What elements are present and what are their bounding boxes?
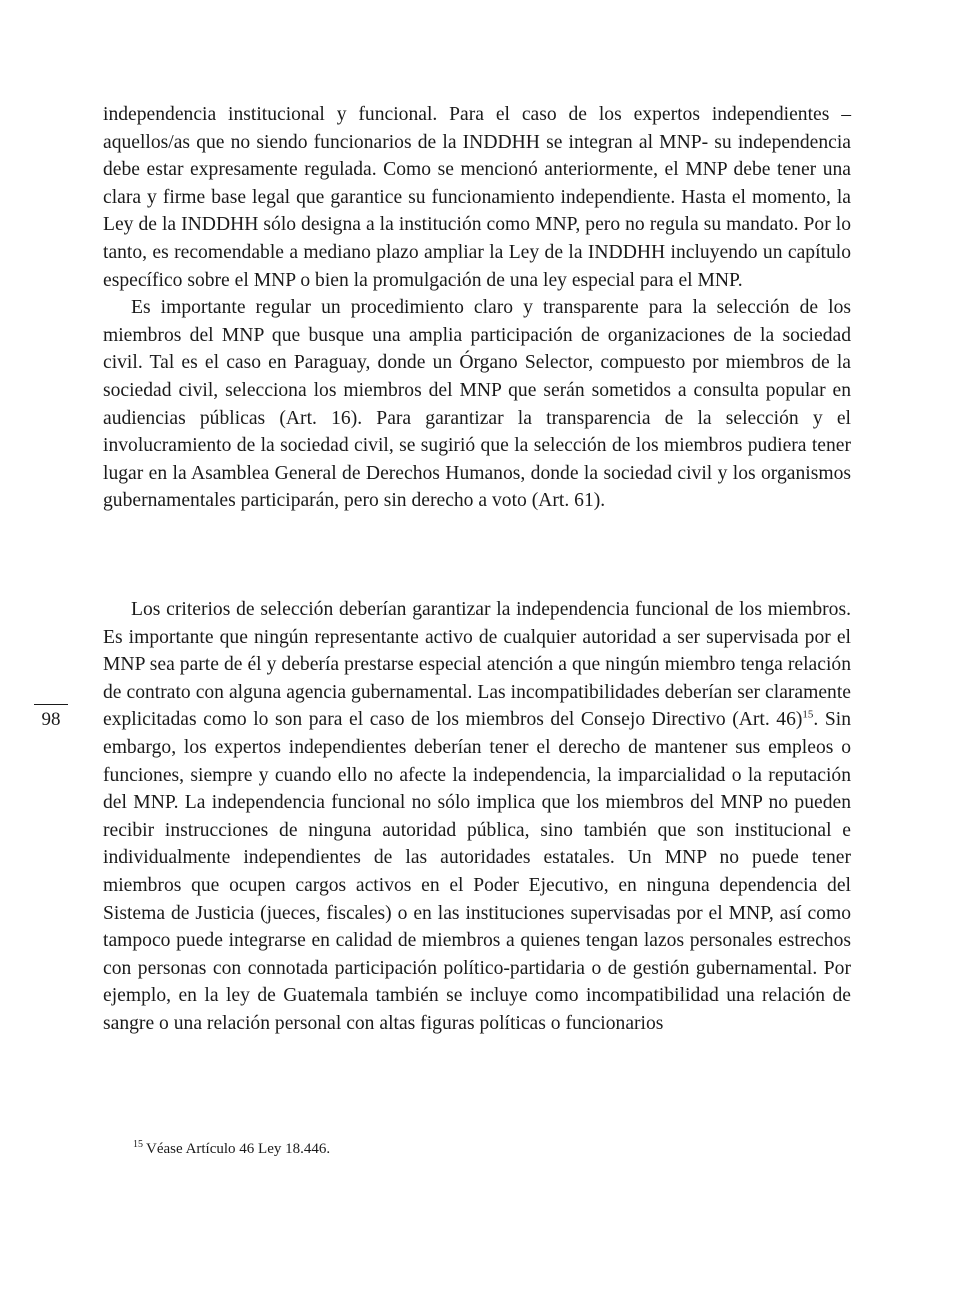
text-block-bottom (103, 596, 851, 1038)
paragraph-criterios (103, 596, 851, 1038)
paragraph-seleccion: Es importante regular un procedimiento claro y transparente para la selección de los miembros del MNP que busque una amplia participación de organizaciones de la sociedad civil. Tal es el caso en Paraguay, donde un Órgano Selector, compuesto por miembros de la sociedad civil, selecciona los miembros del MNP que serán sometidos a consulta popular en audiencias públicas (Art. 16). Para garantizar la transparencia de la selección y el involucramiento de la sociedad civil, se sugirió que la selección de los miembros pudiera tener lugar en la Asamblea General de Derechos Humanos, donde la sociedad civil y los organismos gubernamentales participarán, pero sin derecho a voto (Art. 61). (103, 297, 851, 512)
page-number: 98 (34, 704, 68, 731)
footnote-reference: 15 (802, 708, 814, 721)
text-block-top (103, 101, 851, 515)
footnote-text: Véase Artículo 46 Ley 18.446. (146, 1141, 331, 1157)
paragraph-criterios-part-1: Los criterios de selección deberían garantizar la independencia funcional de los miembros. Es importante que ningún representante activo de cualquier autoridad a ser supervisada por el MNP sea parte de él y debería prestarse especial atención a que ningún miembro tenga relación de contrato con alguna agencia gubernamental. Las incompatibilidades deberían ser claramente explicitadas como lo son para el caso de los miembros del Consejo Directivo (Art. 46) (103, 599, 851, 731)
footnote-mark: 15 (133, 1139, 143, 1150)
paragraph-independencia: independencia institucional y funcional. Para el caso de los expertos independientes – aquellos/as que no siendo funcionarios de la INDDHH se integran al MNP- su independencia debe estar expresamente regulada. Como se mencionó anteriormente, el MNP debe tener una clara y firme base legal que garantice su funcionamiento independiente. Hasta el momento, la Ley de la INDDHH sólo designa a la institución como MNP, pero no regula su mandato. Por lo tanto, es recomendable a mediano plazo ampliar la Ley de la INDDHH incluyendo un capítulo específico sobre el MNP o bien la promulgación de una ley especial para el MNP. (103, 104, 851, 291)
paragraph-criterios-part-2: . Sin embargo, los expertos independientes deberían tener el derecho de mantener sus empleos o funciones, siempre y cuando ello no afecte la independencia, la imparcialidad o la reputación del MNP. La independencia funcional no sólo implica que los miembros del MNP no pueden recibir instrucciones de ninguna autoridad pública, sino también que son institucional e individualmente independientes de las autoridades estatales. Un MNP no puede tener miembros que ocupen cargos activos en el Poder Ejecutivo, en ninguna dependencia del Sistema de Justicia (jueces, fiscales) o en las instituciones supervisadas por el MNP, así como tampoco puede integrarse en calidad de miembros a quienes tengan lazos personales estrechos con personas con connotada participación político-partidaria o de gestión gubernamental. Por ejemplo, en la ley de Guatemala también se incluye como incompatibilidad una relación de sangre o una relación personal con altas figuras políticas o funcionarios (103, 709, 852, 1034)
footnote (133, 1139, 330, 1159)
